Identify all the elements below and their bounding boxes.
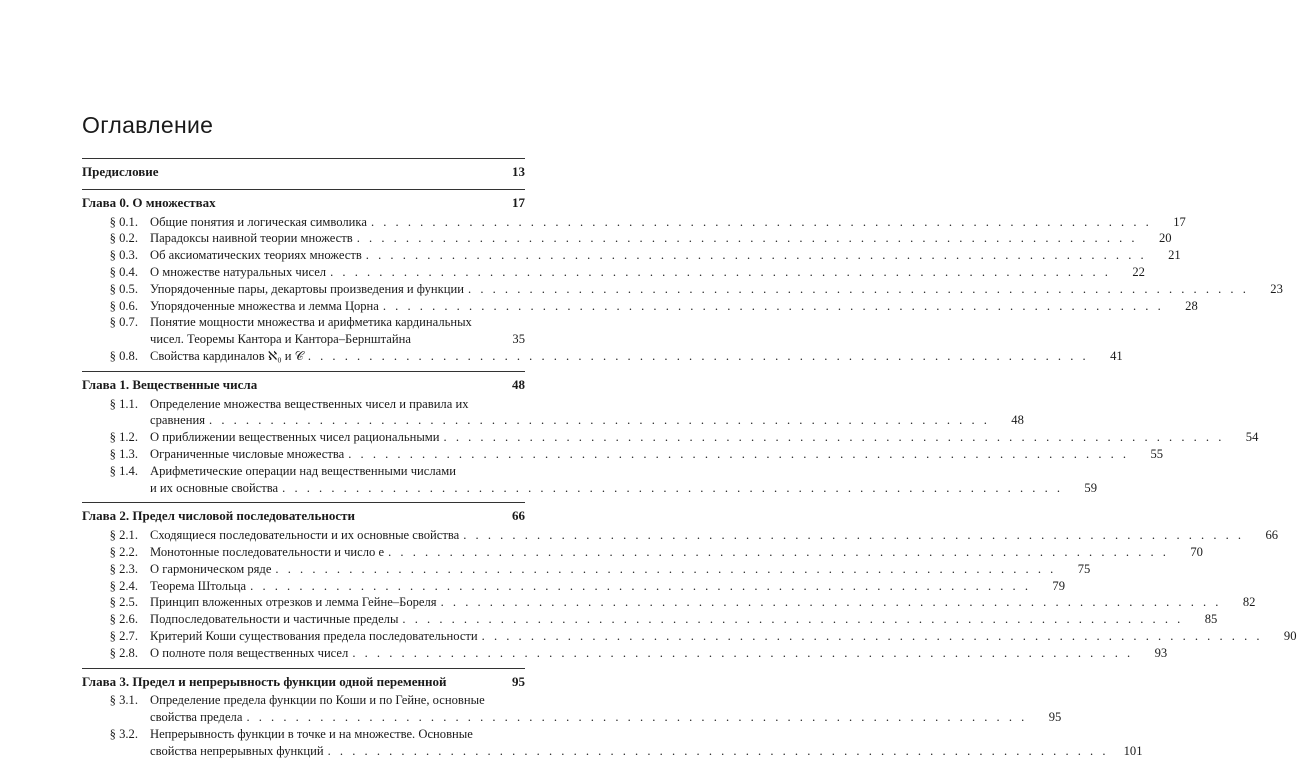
section-title-last-line bbox=[150, 611, 1217, 628]
dot-leader bbox=[275, 561, 1056, 578]
dot-leader bbox=[444, 429, 1225, 446]
chapter-title: Глава 0. О множествах bbox=[82, 194, 216, 210]
section-title-line: Свойства кардиналов ℵ₀ и 𝒞 bbox=[150, 348, 304, 363]
section-entry[interactable] bbox=[82, 281, 1283, 298]
section-title-line: Упорядоченные множества и лемма Цорна bbox=[150, 298, 379, 313]
section-title-line: Критерий Коши существования предела последовательности bbox=[150, 628, 478, 643]
dot-leader bbox=[402, 611, 1183, 628]
section-title-line: и их основные свойства bbox=[150, 480, 279, 495]
section-entry[interactable] bbox=[82, 247, 1181, 264]
section-entry[interactable] bbox=[82, 692, 1062, 726]
section-number: § 2.5. bbox=[109, 595, 138, 610]
section-entry[interactable] bbox=[82, 561, 1091, 578]
page-number: 55 bbox=[1150, 446, 1164, 461]
preface-block bbox=[82, 159, 525, 189]
section-title-line: Определение множества вещественных чисел и правила их bbox=[150, 396, 469, 411]
section-entry[interactable] bbox=[82, 594, 1256, 611]
section-title-last-line bbox=[150, 743, 1142, 760]
section-entry[interactable] bbox=[82, 298, 1198, 315]
preface-entry[interactable] bbox=[82, 159, 525, 183]
page-number: 48 bbox=[512, 376, 525, 392]
section-title-last-line bbox=[150, 645, 1167, 662]
page-number: 85 bbox=[1204, 612, 1218, 627]
dot-leader bbox=[330, 264, 1111, 281]
section-title-line: Теорема Штольца bbox=[150, 578, 247, 593]
section-number: § 2.2. bbox=[109, 544, 138, 559]
section-title-last-line bbox=[150, 331, 525, 348]
section-text bbox=[150, 578, 1065, 595]
chapter-block bbox=[82, 190, 1283, 371]
dot-leader bbox=[468, 281, 1249, 298]
dot-leader bbox=[371, 214, 1152, 231]
section-number: § 2.8. bbox=[109, 645, 138, 660]
section-number: § 2.7. bbox=[109, 628, 138, 643]
section-title-last-line bbox=[150, 480, 1097, 497]
section-entry[interactable] bbox=[82, 264, 1145, 281]
page-number: 79 bbox=[1052, 578, 1065, 593]
chapter-entry[interactable] bbox=[82, 372, 525, 396]
section-title-line: сравнения bbox=[150, 413, 206, 428]
page-number: 82 bbox=[1242, 595, 1256, 610]
chapter-block bbox=[82, 503, 1297, 667]
section-title-line: Подпоследовательности и частичные пределы bbox=[150, 612, 399, 627]
page-number: 22 bbox=[1132, 264, 1145, 279]
dot-leader bbox=[357, 230, 1138, 247]
section-title-line: Монотонные последовательности и число e bbox=[150, 544, 385, 559]
section-entry[interactable] bbox=[82, 645, 1168, 662]
section-title-last-line bbox=[150, 348, 1123, 365]
chapter-title: Глава 3. Предел и непрерывность функции одной переменной bbox=[82, 673, 447, 689]
page-title: Оглавление bbox=[82, 112, 214, 138]
page-number: 28 bbox=[1185, 298, 1198, 313]
page-number: 75 bbox=[1077, 561, 1091, 576]
chapter-entry[interactable] bbox=[82, 190, 525, 214]
dot-leader bbox=[328, 743, 1109, 760]
section-title-line: Упорядоченные пары, декартовы произведения и функции bbox=[150, 281, 465, 296]
section-number: § 0.1. bbox=[109, 214, 138, 229]
section-number: § 2.3. bbox=[109, 561, 138, 576]
section-text bbox=[150, 281, 1283, 298]
page-number: 35 bbox=[512, 332, 525, 347]
section-title-last-line bbox=[150, 709, 1061, 726]
section-text bbox=[150, 230, 1172, 247]
dot-leader bbox=[209, 412, 990, 429]
dot-leader bbox=[482, 628, 1263, 645]
section-title-last-line bbox=[150, 264, 1145, 281]
dot-leader bbox=[366, 247, 1147, 264]
section-text bbox=[150, 314, 525, 348]
section-number: § 2.1. bbox=[109, 528, 138, 543]
section-text bbox=[150, 527, 1278, 544]
section-title-line: свойства непрерывных функций bbox=[150, 743, 324, 758]
section-number: § 0.4. bbox=[109, 264, 138, 279]
dot-leader bbox=[383, 298, 1164, 315]
dot-leader bbox=[250, 578, 1031, 595]
section-entry[interactable] bbox=[82, 611, 1218, 628]
section-number: § 1.1. bbox=[109, 396, 138, 411]
page-number: 17 bbox=[1173, 214, 1186, 229]
dot-leader bbox=[441, 594, 1222, 611]
dot-leader bbox=[463, 527, 1244, 544]
table-of-contents bbox=[82, 158, 1297, 766]
section-title-last-line bbox=[150, 578, 1065, 595]
chapter-title: Глава 1. Вещественные числа bbox=[82, 376, 258, 392]
section-text bbox=[150, 264, 1145, 281]
section-title-line: Сходящиеся последовательности и их основные свойства bbox=[150, 528, 460, 543]
section-number: § 0.8. bbox=[109, 348, 138, 363]
section-text bbox=[150, 561, 1090, 578]
section-title-line: свойства предела bbox=[150, 710, 243, 725]
section-text bbox=[150, 544, 1203, 561]
section-title-line: Общие понятия и логическая символика bbox=[150, 214, 367, 229]
section-title-last-line bbox=[150, 594, 1255, 611]
section-title-last-line bbox=[150, 544, 1203, 561]
section-entry[interactable] bbox=[82, 527, 1279, 544]
page-number: 23 bbox=[1270, 281, 1283, 296]
page-number: 70 bbox=[1190, 544, 1203, 559]
page-number: 101 bbox=[1123, 743, 1143, 758]
section-title-last-line bbox=[150, 230, 1172, 247]
section-entry[interactable] bbox=[82, 314, 525, 348]
section-text bbox=[150, 396, 1024, 430]
section-entry[interactable] bbox=[82, 396, 1024, 430]
chapter-entry[interactable] bbox=[82, 503, 525, 527]
section-title-line: Непрерывность функции в точке и на множестве. Основные bbox=[150, 726, 473, 741]
section-title-line: чисел. Теоремы Кантора и Кантора–Бернштайна bbox=[150, 332, 411, 347]
section-title-line: Определение предела функции по Коши и по Гейне, основные bbox=[150, 693, 485, 708]
section-number: § 1.3. bbox=[109, 446, 138, 461]
section-title-last-line bbox=[150, 281, 1283, 298]
section-text bbox=[150, 611, 1217, 628]
section-title-line: Принцип вложенных отрезков и лемма Гейне–Бореля bbox=[150, 595, 437, 610]
section-text bbox=[150, 214, 1186, 231]
page-number: 95 bbox=[1048, 710, 1062, 725]
section-entry[interactable] bbox=[82, 429, 1259, 446]
dot-leader bbox=[282, 480, 1063, 497]
section-number: § 0.5. bbox=[109, 281, 138, 296]
section-title-last-line bbox=[150, 214, 1186, 231]
section-entry[interactable] bbox=[82, 544, 1203, 561]
page-number: 90 bbox=[1283, 628, 1297, 643]
section-text bbox=[150, 463, 1097, 497]
section-text bbox=[150, 726, 1142, 760]
section-number: § 3.2. bbox=[109, 726, 138, 741]
section-title-last-line bbox=[150, 429, 1258, 446]
section-title-line: О полноте поля вещественных чисел bbox=[150, 645, 349, 660]
section-entry[interactable] bbox=[82, 726, 1143, 760]
section-entry[interactable] bbox=[82, 214, 1186, 231]
dot-leader bbox=[352, 645, 1133, 662]
section-title-line: О приближении вещественных чисел рациональными bbox=[150, 430, 440, 445]
section-entry[interactable] bbox=[82, 463, 1098, 497]
section-title-line: Ограниченные числовые множества bbox=[150, 446, 345, 461]
section-title-line: Арифметические операции над вещественными числами bbox=[150, 463, 456, 478]
chapter-block bbox=[82, 669, 1143, 766]
section-number: § 3.1. bbox=[109, 693, 138, 708]
section-entry[interactable] bbox=[82, 628, 1297, 645]
section-number: § 2.6. bbox=[109, 612, 138, 627]
section-title-last-line bbox=[150, 527, 1278, 544]
page-number: 21 bbox=[1168, 248, 1181, 263]
section-title-last-line bbox=[150, 561, 1090, 578]
section-text bbox=[150, 247, 1181, 264]
section-text bbox=[150, 298, 1198, 315]
section-title-line: Об аксиоматических теориях множеств bbox=[150, 248, 362, 263]
section-number: § 1.2. bbox=[109, 430, 138, 445]
section-number: § 0.2. bbox=[109, 231, 138, 246]
page-number: 54 bbox=[1245, 430, 1259, 445]
section-title-line: Парадоксы наивной теории множеств bbox=[150, 231, 353, 246]
section-entry[interactable] bbox=[82, 446, 1164, 463]
dot-leader bbox=[308, 348, 1089, 365]
section-text bbox=[150, 446, 1163, 463]
section-title-last-line bbox=[150, 247, 1181, 264]
section-text bbox=[150, 594, 1255, 611]
section-text bbox=[150, 429, 1258, 446]
section-title-line: О гармоническом ряде bbox=[150, 561, 272, 576]
section-text bbox=[150, 628, 1297, 645]
dot-leader bbox=[246, 709, 1027, 726]
page-number: 20 bbox=[1158, 231, 1172, 246]
page-number: 95 bbox=[512, 673, 525, 689]
page-number: 41 bbox=[1110, 348, 1123, 363]
section-title-last-line bbox=[150, 446, 1163, 463]
section-title-line: О множестве натуральных чисел bbox=[150, 264, 327, 279]
section-number: § 2.4. bbox=[109, 578, 138, 593]
dot-leader bbox=[348, 446, 1129, 463]
section-title-last-line bbox=[150, 298, 1198, 315]
section-number: § 0.6. bbox=[109, 298, 138, 313]
chapter-title: Глава 2. Предел числовой последовательности bbox=[82, 508, 355, 524]
page-number: 59 bbox=[1084, 480, 1098, 495]
section-number: § 0.7. bbox=[109, 315, 138, 330]
page-number: 17 bbox=[512, 194, 525, 210]
chapter-entry[interactable] bbox=[82, 669, 525, 693]
page-number: 66 bbox=[512, 508, 525, 524]
page-number: 48 bbox=[1011, 413, 1024, 428]
page-number: 93 bbox=[1154, 645, 1168, 660]
section-text bbox=[150, 692, 1061, 726]
section-entry[interactable] bbox=[82, 230, 1172, 247]
section-entry[interactable] bbox=[82, 578, 1065, 595]
page-number: 66 bbox=[1265, 528, 1279, 543]
section-number: § 1.4. bbox=[109, 463, 138, 478]
section-number: § 0.3. bbox=[109, 248, 138, 263]
page-number: 13 bbox=[512, 164, 525, 179]
section-text bbox=[150, 645, 1167, 662]
section-title-last-line bbox=[150, 628, 1297, 645]
dot-leader bbox=[388, 544, 1169, 561]
section-entry[interactable] bbox=[82, 348, 1123, 365]
chapter-block bbox=[82, 372, 1259, 503]
preface-title: Предисловие bbox=[82, 164, 159, 179]
section-title-line: Понятие мощности множества и арифметика кардинальных bbox=[150, 315, 472, 330]
section-title-last-line bbox=[150, 412, 1024, 429]
section-text bbox=[150, 348, 1123, 365]
